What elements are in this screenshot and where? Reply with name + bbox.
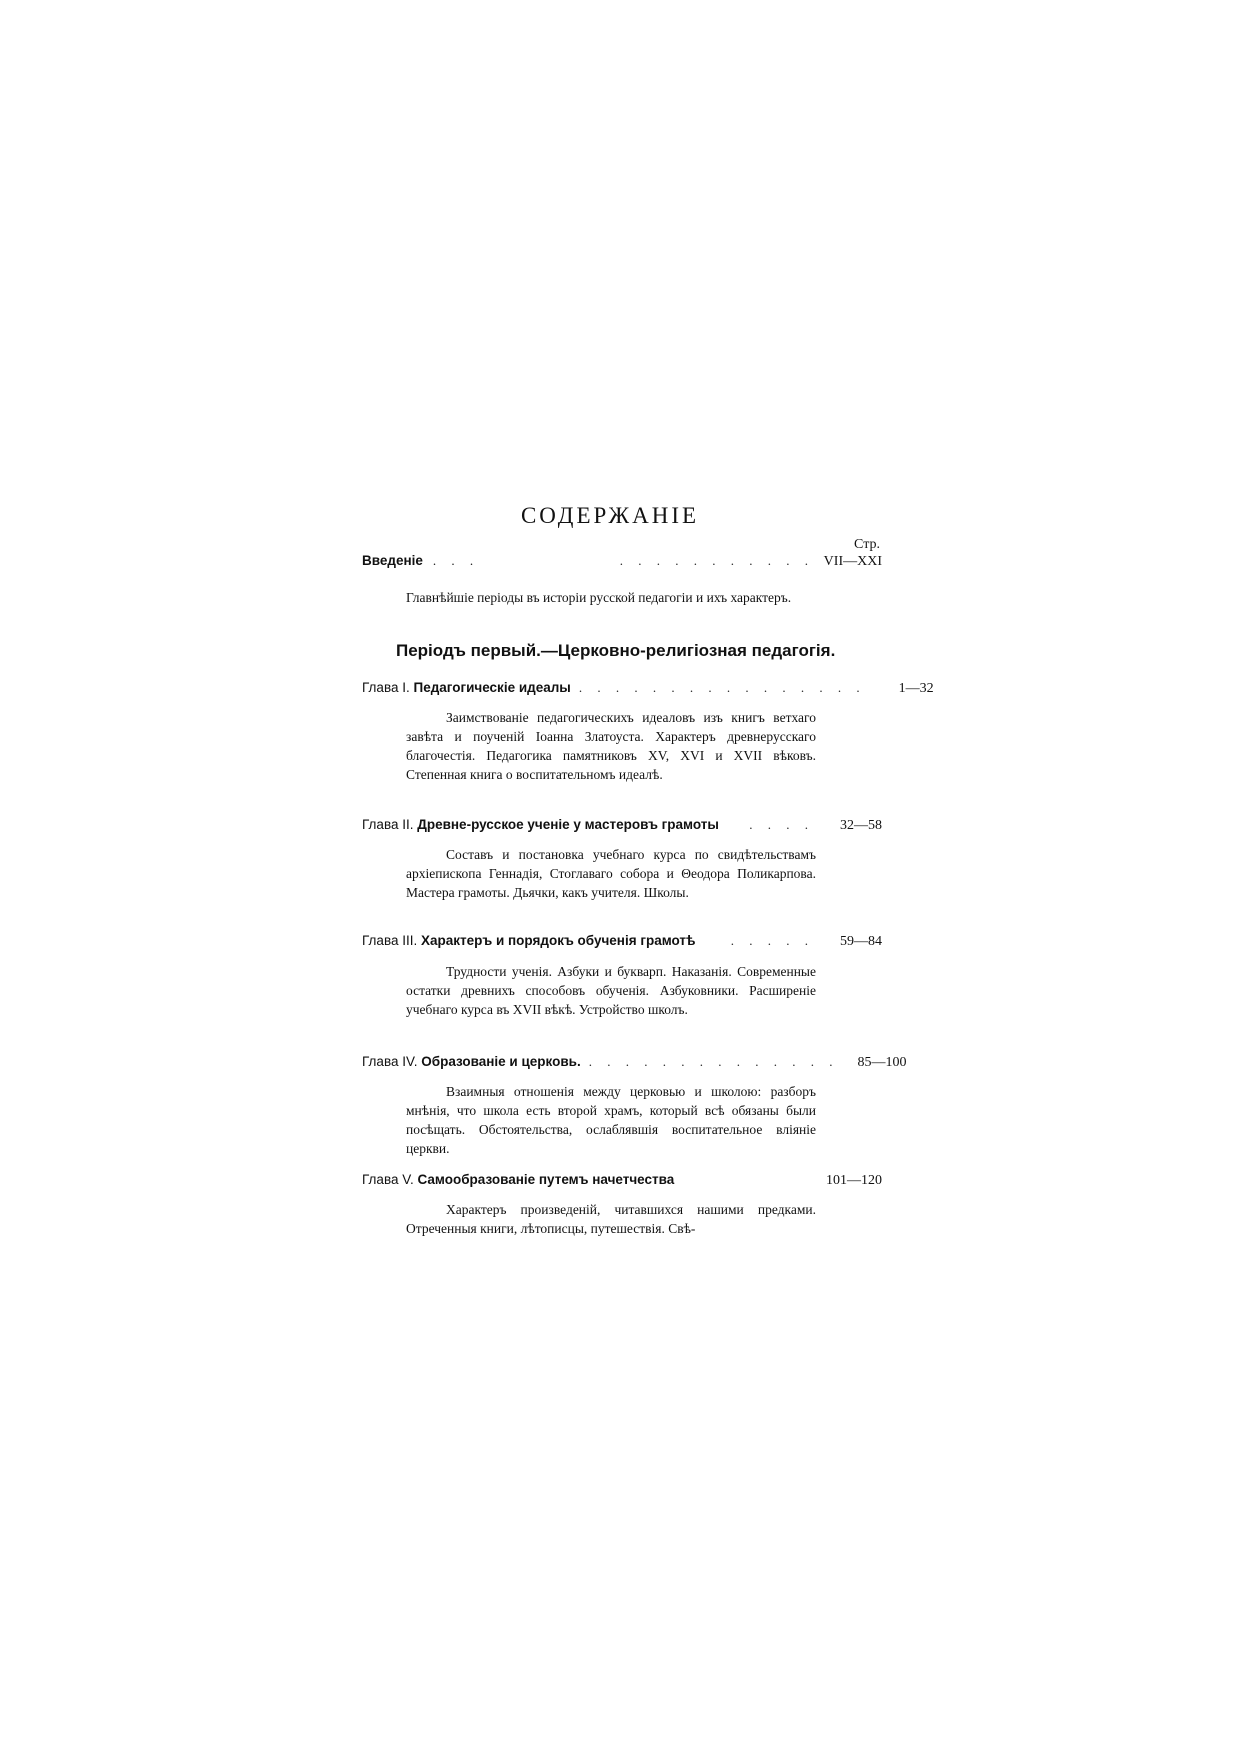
chapter-title: Характеръ и порядокъ обученiя грамотѣ: [421, 933, 696, 948]
toc-row-chapter-1: [362, 680, 934, 697]
toc-row-leader: . . . .: [749, 817, 814, 832]
chapter-title: Педагогическiе идеалы: [413, 680, 571, 695]
chapter-number: Глава IV.: [362, 1054, 418, 1069]
chapter-number: Глава II.: [362, 817, 414, 832]
toc-row-pages: 32—58: [840, 818, 882, 833]
chapter-number: Глава I.: [362, 680, 410, 695]
pages-column-label: Стр.: [854, 537, 880, 552]
chapter-description: Заимствованiе педагогическихъ идеаловъ изъ книгъ ветхаго завѣта и поученiй Iоанна Златоуста. Характеръ древнерусскаго благочестiя. Педагогика памятниковъ XV, XVI и XVII вѣковъ. Степенная книга о воспитательномъ идеалѣ.: [406, 710, 816, 782]
period-heading: Перiодъ первый.—Церковно-религiозная педагогiя.: [396, 641, 836, 660]
chapter-description: Трудности ученiя. Азбуки и букварп. Наказанiя. Современные остатки древнихъ способовъ обученiя. Азбуковники. Расширенiе учебнаго курса въ XVII вѣкѣ. Устройство школъ.: [406, 964, 816, 1017]
toc-row-label: Введенiе: [362, 553, 423, 568]
toc-row-chapter-2: [362, 817, 882, 834]
toc-row-chapter-3: [362, 933, 882, 950]
chapter-title: Самообразованiе путемъ начетчества: [417, 1172, 675, 1187]
toc-row-intro: [362, 553, 882, 570]
toc-row-pages: 85—100: [857, 1055, 907, 1070]
chapter-description: Составъ и постановка учебнаго курса по свидѣтельствамъ архiепископа Геннадiя, Стоглаваго собора и Θеодора Поликарпова. Мастера грамоты. Дьячки, какъ учителя. Школы.: [406, 847, 816, 900]
toc-row-description: Главнѣйшiе перiоды въ исторiи русской педагогiи и ихъ характеръ.: [406, 590, 792, 605]
toc-row-pages: 59—84: [840, 934, 882, 949]
toc-row-chapter-5: [362, 1172, 882, 1189]
toc-row-pages: 1—32: [898, 681, 934, 696]
toc-row-pages: VII—XXI: [823, 554, 882, 569]
page-title: СОДЕРЖАНIЕ: [520, 503, 700, 528]
chapter-number: Глава III.: [362, 933, 418, 948]
toc-row-leader-left: . . .: [432, 553, 480, 568]
chapter-description: Взаимныя отношенiя между церковью и школою: разборъ мнѣнiя, что школа есть второй храмъ, который всѣ обязаны были посѣщать. Обстоятельства, ослаблявшiя воспитательное влiянiе церкви.: [406, 1084, 816, 1156]
chapter-title: Образованiе и церковь.: [421, 1054, 581, 1069]
toc-row-leader: . . . . .: [730, 933, 814, 948]
chapter-title: Древне-русское ученiе у мастеровъ грамоты: [417, 817, 719, 832]
toc-row-pages: 101—120: [826, 1173, 882, 1188]
chapter-number: Глава V.: [362, 1172, 414, 1187]
toc-row-leader: . . . . . . . . . . . . . . . .: [578, 680, 866, 695]
chapter-description: Характеръ произведенiй, читавшихся нашими предками. Отреченныя книги, лѣтописцы, путешествiя. Свѣ-: [406, 1202, 816, 1236]
toc-row-leader: . . . . . . . . . . . . . .: [588, 1054, 839, 1069]
toc-row-chapter-4: [362, 1054, 907, 1071]
toc-row-leader: . . . . . . . . . . .: [619, 553, 814, 568]
